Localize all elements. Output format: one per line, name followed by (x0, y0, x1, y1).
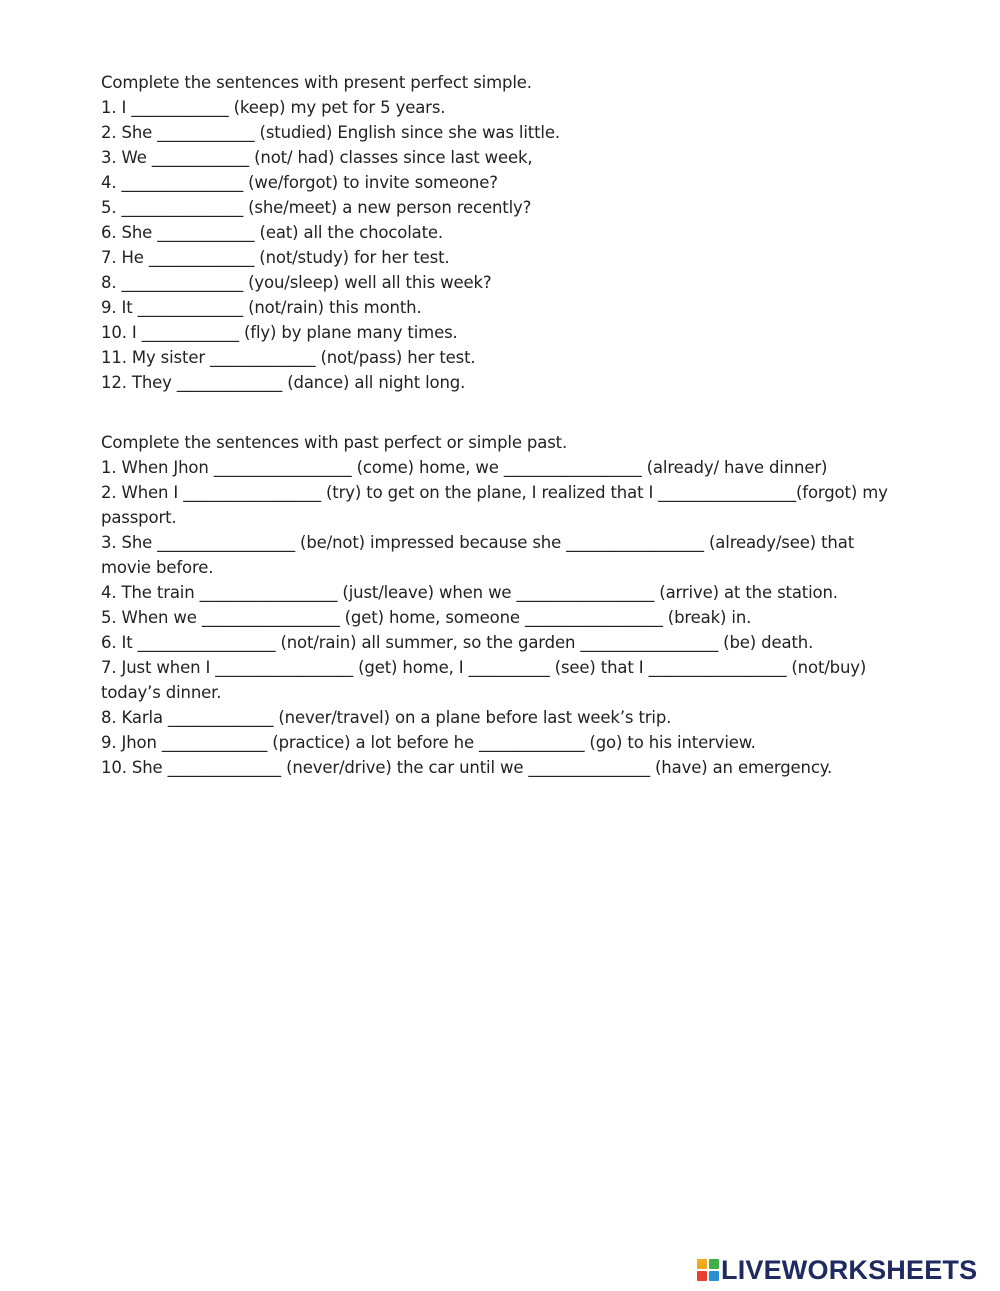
section-1-item: 9. It _____________ (not/rain) this month. (101, 298, 422, 317)
section-1-item: 11. My sister _____________ (not/pass) her test. (101, 348, 476, 367)
section-2-item: 5. When we _________________ (get) home, someone _________________ (break) in. (101, 608, 752, 627)
section-1-item: 1. I ____________ (keep) my pet for 5 years. (101, 98, 446, 117)
section-2-item: 4. The train _________________ (just/leave) when we _________________ (arrive) at the station. (101, 583, 838, 602)
section-1-item: 3. We ____________ (not/ had) classes since last week, (101, 148, 533, 167)
section-1-item: 10. I ____________ (fly) by plane many times. (101, 323, 458, 342)
section-1-item: 4. _______________ (we/forgot) to invite someone? (101, 173, 498, 192)
section-2-item: 10. She ______________ (never/drive) the car until we _______________ (have) an emergency. (101, 758, 833, 777)
section-1-item: 12. They _____________ (dance) all night long. (101, 373, 466, 392)
liveworksheets-logo (697, 1255, 977, 1285)
section-1-item: 7. He _____________ (not/study) for her test. (101, 248, 450, 267)
logo-text: LIVEWORKSHEETS (721, 1254, 978, 1285)
section-1-heading: Complete the sentences with present perfect simple. (101, 73, 532, 92)
section-2-item: 9. Jhon _____________ (practice) a lot before he _____________ (go) to his interview. (101, 733, 756, 752)
section-2-item: 6. It _________________ (not/rain) all summer, so the garden _________________ (be) death. (101, 633, 814, 652)
section-2-item: 1. When Jhon _________________ (come) home, we _________________ (already/ have dinner) (101, 458, 828, 477)
section-1-item: 5. _______________ (she/meet) a new person recently? (101, 198, 532, 217)
section-2-item: 8. Karla _____________ (never/travel) on a plane before last week’s trip. (101, 708, 672, 727)
section-1-item: 2. She ____________ (studied) English since she was little. (101, 123, 560, 142)
section-2-item: 7. Just when I _________________ (get) home, I __________ (see) that I _________________ (not/buy) today’s dinner. (101, 658, 867, 702)
section-1-item: 8. _______________ (you/sleep) well all this week? (101, 273, 492, 292)
section-1-item: 6. She ____________ (eat) all the chocolate. (101, 223, 444, 242)
worksheet (101, 70, 891, 780)
section-2-item: 3. She _________________ (be/not) impressed because she _________________ (already/see) that movie before. (101, 533, 855, 577)
section-2-heading: Complete the sentences with past perfect or simple past. (101, 433, 568, 452)
section-2-item: 2. When I _________________ (try) to get on the plane, I realized that I _________________(forgot) my passport. (101, 483, 888, 527)
logo-blocks-icon (697, 1259, 719, 1281)
logo-block (697, 1271, 707, 1281)
logo-block (709, 1271, 719, 1281)
logo-block (697, 1259, 707, 1269)
logo-block (709, 1259, 719, 1269)
